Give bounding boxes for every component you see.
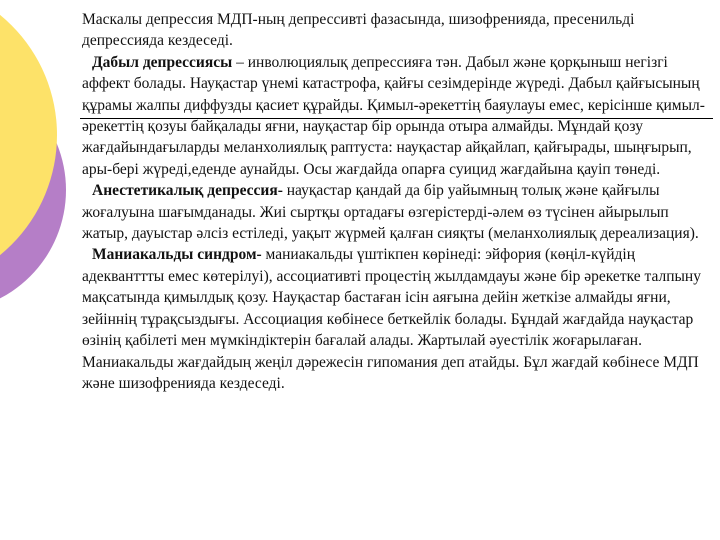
paragraph-text: Маскалы депрессия МДП-ның депрессивті фазасында, шизофренияда, пресенильді депрессияда кездеседі. bbox=[82, 11, 635, 50]
term-heading: Дабыл депрессиясы bbox=[92, 53, 233, 71]
paragraph-masked-depression bbox=[82, 9, 710, 52]
paragraph-anesthetic-depression bbox=[82, 180, 710, 244]
paragraph-text: науқастар қандай да бір уайымның толық және қайғылы жоғалуына шағымданады. Жиі сыртқы ортадағы өзгерістерді-әлем өз түсінен айырылып жатыр, дауыстар әлсіз естіледі, уақыт жүрмей қалған сияқты (меланхолиялық дереализация). bbox=[82, 182, 699, 243]
paragraph-text: маниакальды үштікпен көрінеді: эйфория (көңіл-күйдің адекванттты емес көтерілуі), ассоциативті процестің жылдамдауы және бір әрекетке талпыну мақсатында қимылдық қозу. Науқастар бастаған ісін аяғына дейін жеткізе алмайды яғни, зейіннің тұрақсыздығы. Ассоциация көбінесе беткейлік болады. Бұндай жағдайда науқастар өзінің қабілеті мен мүмкіндіктерін бағалай алады. Жартылай әуестілік жоғарылаған. Маниакальды жағдайдың жеңіл дәрежесін гипомания деп атайды. Бұл жағдай көбінесе МДП және шизофренияда кездеседі. bbox=[82, 246, 701, 392]
document-body bbox=[82, 9, 710, 394]
paragraph-text: – инволюциялық депрессияға тән. Дабыл және қорқыныш негізгі аффект болады. Науқастар үнемі катастрофа, қайғы сезімдерінде жүреді. Дабыл қайғысының құрамы жалпы диффузды қасиет құрайды. Қимыл-әрекеттің баяулауы емес, керісінше қимыл-әрекеттің қозуы байқалады яғни, науқастар бір орында отыра алмайды. Мұндай қозу жағдайындағыларды меланхолиялық раптуста: науқастар айқайлап, қайғырады, шыңғырып, ары-бері жүреді,еденде аунайды. Осы жағдайда опарға суицид жағдайына қауіп төнеді. bbox=[82, 53, 705, 178]
term-heading: Анестетикалық депрессия- bbox=[92, 182, 283, 200]
decorative-circles bbox=[0, 0, 80, 540]
paragraph-manic-syndrome bbox=[82, 244, 710, 394]
term-heading: Маниакальды синдром- bbox=[92, 246, 262, 264]
paragraph-anxious-depression bbox=[82, 52, 710, 180]
